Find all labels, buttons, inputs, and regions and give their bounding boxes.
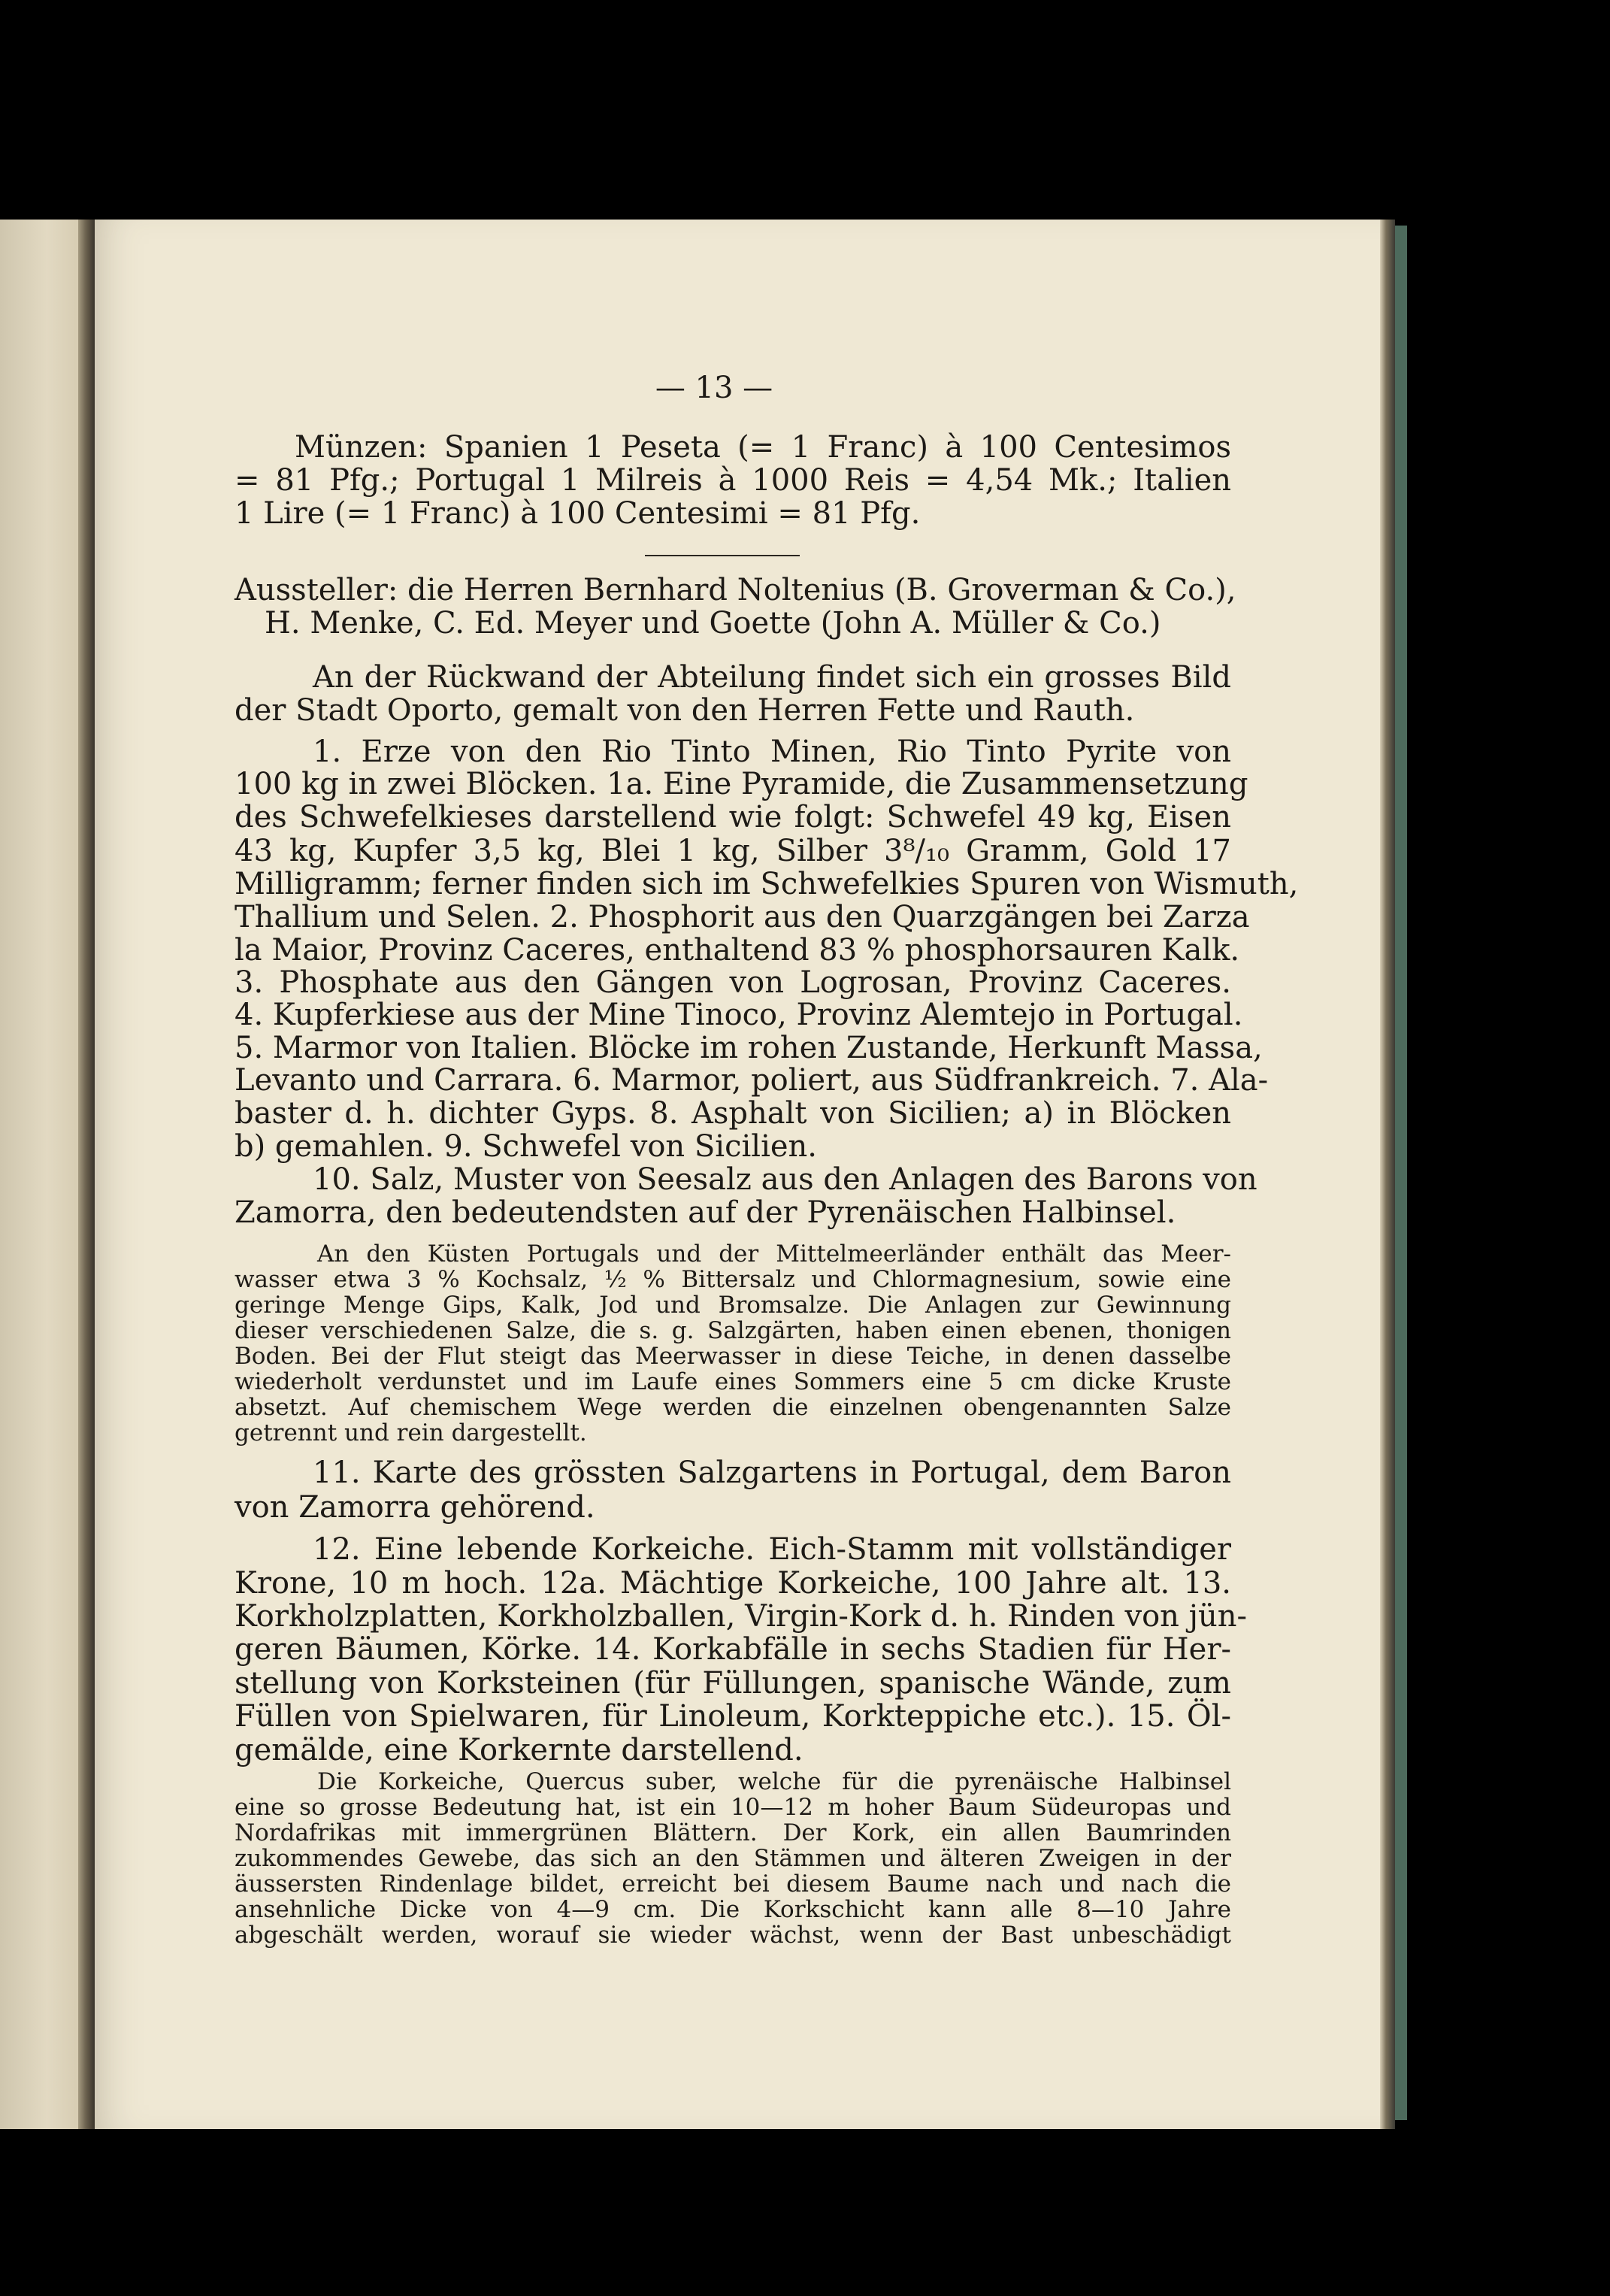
text-line: Nordafrikas mit immergrünen Blättern. Der Kork, ein allen Baumrinden xyxy=(235,1819,1231,1846)
text-line: Milligramm; ferner finden sich im Schwefelkies Spuren von Wismuth, xyxy=(235,867,1299,901)
text-line: abgeschält werden, worauf sie wieder wächst, wenn der Bast unbeschädigt xyxy=(235,1922,1231,1949)
text-line: gemälde, eine Korkernte darstellend. xyxy=(235,1733,803,1767)
text-line: Füllen von Spielwaren, für Linoleum, Korkteppiche etc.). 15. Öl- xyxy=(235,1699,1231,1734)
text-line: 4. Kupferkiese aus der Mine Tinoco, Provinz Alemtejo in Portugal. xyxy=(235,998,1243,1032)
text-line: 3. Phosphate aus den Gängen von Logrosan, Provinz Caceres. xyxy=(235,965,1231,1000)
text-line: 43 kg, Kupfer 3,5 kg, Blei 1 kg, Silber 3⁸/₁₀ Gramm, Gold 17 xyxy=(235,834,1231,868)
text-line: Levanto und Carrara. 6. Marmor, poliert, aus Südfrankreich. 7. Ala- xyxy=(235,1063,1269,1098)
text-line: An den Küsten Portugals und der Mittelmeerländer enthält das Meer- xyxy=(317,1240,1231,1268)
text-line: H. Menke, C. Ed. Meyer und Goette (John A. Müller & Co.) xyxy=(265,606,1161,641)
body-paragraphs-1 xyxy=(235,660,1299,1234)
page-fore-edge xyxy=(1380,220,1395,2129)
text-line: 11. Karte des grössten Salzgartens in Portugal, dem Baron xyxy=(313,1455,1231,1490)
text-line: Die Korkeiche, Quercus suber, welche für die pyrenäische Halbinsel xyxy=(317,1768,1231,1795)
text-line: 10. Salz, Muster von Seesalz aus den Anlagen des Barons von xyxy=(313,1162,1257,1197)
text-line: eine so grosse Bedeutung hat, ist ein 10—12 m hoher Baum Südeuropas und xyxy=(235,1794,1231,1821)
text-line: = 81 Pfg.; Portugal 1 Milreis à 1000 Reis = 4,54 Mk.; Italien xyxy=(235,463,1231,498)
text-line: geren Bäumen, Körke. 14. Korkabfälle in sechs Stadien für Her- xyxy=(235,1632,1231,1667)
body-paragraphs-2 xyxy=(235,1455,1248,1773)
text-line: zukommendes Gewebe, das sich an den Stämmen und älteren Zweigen in der xyxy=(235,1845,1231,1872)
text-line: Krone, 10 m hoch. 12a. Mächtige Korkeiche, 100 Jahre alt. 13. xyxy=(235,1566,1231,1601)
exhibitors-paragraph xyxy=(235,573,1236,643)
text-line: ansehnliche Dicke von 4—9 cm. Die Korkschicht kann alle 8—10 Jahre xyxy=(235,1896,1231,1923)
footnote-salt xyxy=(235,1242,1231,1452)
footnote-cork-oak xyxy=(235,1770,1231,1958)
text-line: dieser verschiedenen Salze, die s. g. Salzgärten, haben einen ebenen, thonigen xyxy=(235,1317,1231,1344)
text-line: der Stadt Oporto, gemalt von den Herren Fette und Rauth. xyxy=(235,693,1135,728)
text-line: Aussteller: die Herren Bernhard Noltenius (B. Groverman & Co.), xyxy=(235,573,1236,607)
text-line: getrennt und rein dargestellt. xyxy=(235,1419,587,1446)
text-line: Boden. Bei der Flut steigt das Meerwasser in diese Teiche, in denen dasselbe xyxy=(235,1343,1231,1370)
text-line: geringe Menge Gips, Kalk, Jod und Bromsalze. Die Anlagen zur Gewinnung xyxy=(235,1292,1231,1319)
text-line: 1 Lire (= 1 Franc) à 100 Centesimi = 81 Pfg. xyxy=(235,496,921,531)
text-line: 5. Marmor von Italien. Blöcke im rohen Zustande, Herkunft Massa, xyxy=(235,1031,1263,1065)
section-divider xyxy=(645,555,800,556)
text-line: An der Rückwand der Abteilung findet sich ein grosses Bild xyxy=(313,660,1231,695)
coins-paragraph xyxy=(235,432,1231,530)
text-line: wiederholt verdunstet und im Laufe eines Sommers eine 5 cm dicke Kruste xyxy=(235,1368,1231,1395)
facing-page-edge xyxy=(0,220,78,2129)
text-line: von Zamorra gehörend. xyxy=(235,1490,595,1525)
cover-edge xyxy=(1395,226,1407,2120)
text-line: Münzen: Spanien 1 Peseta (= 1 Franc) à 100 Centesimos xyxy=(295,430,1231,465)
book-gutter xyxy=(78,220,95,2129)
text-line: äussersten Rindenlage bildet, erreicht bei diesem Baume nach und nach die xyxy=(235,1870,1231,1898)
text-line: stellung von Korksteinen (für Füllungen, spanische Wände, zum xyxy=(235,1666,1231,1701)
text-line: 12. Eine lebende Korkeiche. Eich-Stamm mit vollständiger xyxy=(313,1532,1231,1567)
text-line: b) gemahlen. 9. Schwefel von Sicilien. xyxy=(235,1129,818,1164)
text-line: absetzt. Auf chemischem Wege werden die einzelnen obengenannten Salze xyxy=(235,1394,1231,1421)
text-line: 100 kg in zwei Blöcken. 1a. Eine Pyramide, die Zusammensetzung xyxy=(235,767,1248,801)
text-line: baster d. h. dichter Gyps. 8. Asphalt von Sicilien; a) in Blöcken xyxy=(235,1096,1231,1131)
text-line: Korkholzplatten, Korkholzballen, Virgin-Kork d. h. Rinden von jün- xyxy=(235,1599,1248,1634)
text-line: la Maior, Provinz Caceres, enthaltend 83 % phosphorsauren Kalk. xyxy=(235,933,1240,968)
text-line: Zamorra, den bedeutendsten auf der Pyrenäischen Halbinsel. xyxy=(235,1195,1176,1230)
page-number: — 13 — xyxy=(655,371,773,405)
text-line: wasser etwa 3 % Kochsalz, ½ % Bittersalz und Chlormagnesium, sowie eine xyxy=(235,1266,1231,1293)
text-line: 1. Erze von den Rio Tinto Minen, Rio Tinto Pyrite von xyxy=(313,735,1231,769)
text-line: des Schwefelkieses darstellend wie folgt: Schwefel 49 kg, Eisen xyxy=(235,800,1231,834)
text-line: Thallium und Selen. 2. Phosphorit aus den Quarzgängen bei Zarza xyxy=(235,900,1250,934)
